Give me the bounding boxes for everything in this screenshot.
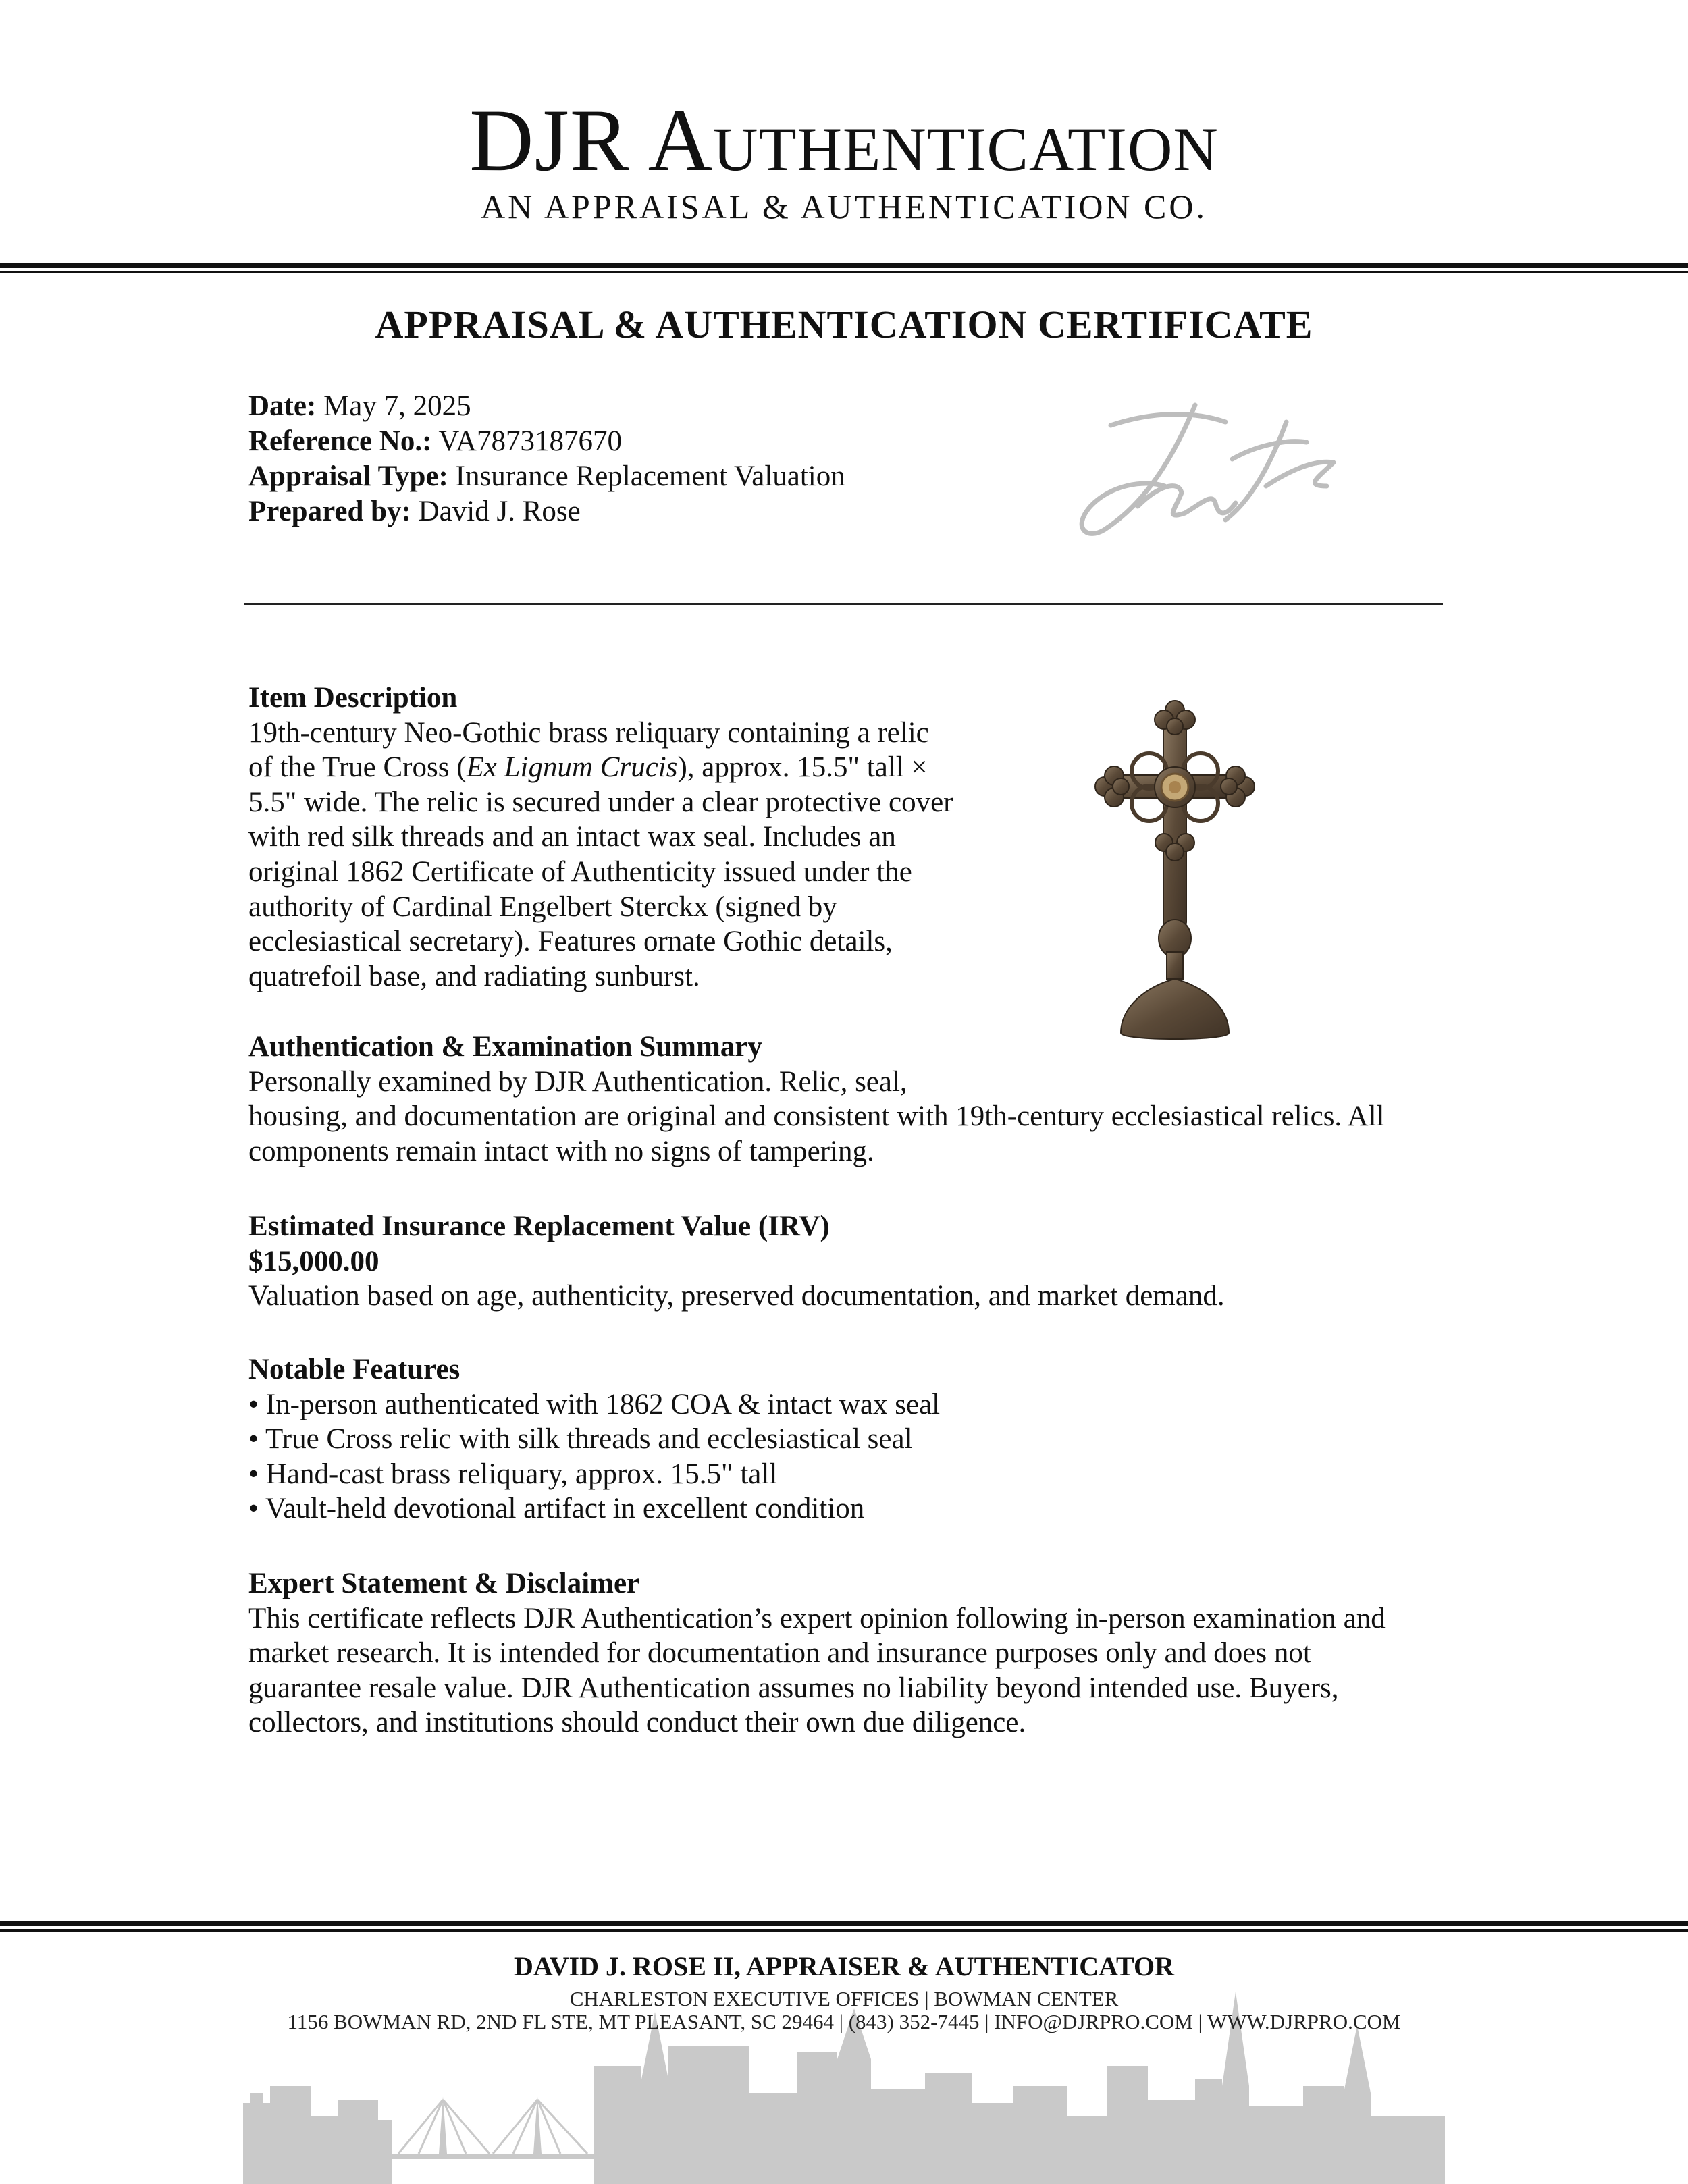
reference-row xyxy=(248,424,845,459)
item-description-line xyxy=(248,750,953,785)
item-description-line: 5.5" wide. The relic is secured under a clear protective cover xyxy=(248,786,953,818)
prepared-by-label: Prepared by: xyxy=(248,496,411,527)
item-description xyxy=(248,681,953,994)
item-description-latin: Ex Lignum Crucis xyxy=(466,751,678,784)
authentication-summary-line: housing, and documentation are original and consistent with 19th-century ecclesiastical relics. All xyxy=(248,1100,1385,1133)
header-rule-thick xyxy=(0,263,1688,268)
certificate-title: APPRAISAL & AUTHENTICATION CERTIFICATE xyxy=(375,302,1313,346)
disclaimer-line: guarantee resale value. DJR Authentication assumes no liability beyond intended use. Buyers, xyxy=(248,1672,1339,1704)
section-divider xyxy=(244,603,1443,605)
footer-office: CHARLESTON EXECUTIVE OFFICES | BOWMAN CENTER xyxy=(569,1987,1119,2010)
date-row xyxy=(248,389,845,424)
appraiser-signature xyxy=(1063,385,1347,554)
prepared-by-value: David J. Rose xyxy=(418,496,581,527)
disclaimer-line: market research. It is intended for documentation and insurance purposes only and does not xyxy=(248,1637,1311,1670)
certificate-meta xyxy=(248,389,845,529)
authentication-summary-heading: Authentication & Examination Summary xyxy=(248,1031,762,1063)
reliquary-image xyxy=(1094,695,1256,1046)
header-rule-thin xyxy=(0,271,1688,273)
item-description-line: original 1862 Certificate of Authenticity issued under the xyxy=(248,855,912,888)
feature-item: • In-person authenticated with 1862 COA & intact wax seal xyxy=(248,1388,941,1420)
disclaimer-line: collectors, and institutions should conduct their own due diligence. xyxy=(248,1707,1026,1739)
appraisal-type-label: Appraisal Type: xyxy=(248,460,448,492)
disclaimer-line: This certificate reflects DJR Authentication’s expert opinion following in-person examination and xyxy=(248,1602,1386,1634)
reference-value: VA7873187670 xyxy=(438,425,622,457)
item-description-heading: Item Description xyxy=(248,682,458,714)
footer-rule-thin xyxy=(0,1929,1688,1932)
appraisal-type-value: Insurance Replacement Valuation xyxy=(455,460,845,492)
notable-features-heading: Notable Features xyxy=(248,1354,460,1385)
feature-item: • True Cross relic with silk threads and ecclesiastical seal xyxy=(248,1423,913,1456)
notable-features xyxy=(248,1352,940,1526)
item-description-line: ecclesiastical secretary). Features ornate Gothic details, xyxy=(248,926,893,958)
brand-tagline: AN APPRAISAL & AUTHENTICATION CO. xyxy=(480,188,1208,225)
valuation-basis: Valuation based on age, authenticity, preserved documentation, and market demand. xyxy=(248,1280,1225,1312)
feature-item: • Hand-cast brass reliquary, approx. 15.5" tall xyxy=(248,1458,778,1490)
authentication-summary-line: Personally examined by DJR Authentication. Relic, seal, xyxy=(248,1065,907,1098)
item-description-line: authority of Cardinal Engelbert Sterckx (signed by xyxy=(248,890,837,923)
footer-appraiser-name: DAVID J. ROSE II, APPRAISER & AUTHENTICATOR xyxy=(514,1951,1174,1981)
feature-item: • Vault-held devotional artifact in excellent condition xyxy=(248,1493,865,1525)
footer-contact: 1156 BOWMAN RD, 2ND FL STE, MT PLEASANT, SC 29464 | (843) 352-7445 | INFO@DJRPRO.COM | WWW.DJRPRO.COM xyxy=(287,2010,1401,2033)
footer-rule-thick xyxy=(0,1921,1688,1926)
valuation-amount: $15,000.00 xyxy=(248,1245,379,1277)
authentication-summary-line: components remain intact with no signs of tampering. xyxy=(248,1135,874,1167)
disclaimer-section xyxy=(248,1566,1386,1740)
item-description-line: with red silk threads and an intact wax seal. Includes an xyxy=(248,821,896,853)
disclaimer-heading: Expert Statement & Disclaimer xyxy=(248,1568,640,1599)
date-value: May 7, 2025 xyxy=(323,390,471,422)
item-description-text: ), approx. 15.5" tall × xyxy=(677,751,928,784)
valuation-heading: Estimated Insurance Replacement Value (IRV) xyxy=(248,1210,830,1242)
authentication-summary xyxy=(248,1030,1385,1169)
brand-title: DJR Authentication xyxy=(469,90,1219,190)
reference-label: Reference No.: xyxy=(248,425,432,457)
item-description-line: 19th-century Neo-Gothic brass reliquary containing a relic xyxy=(248,716,929,749)
prepared-by-row xyxy=(248,494,845,529)
appraisal-type-row xyxy=(248,459,845,494)
date-label: Date: xyxy=(248,390,317,422)
valuation-section xyxy=(248,1209,1225,1314)
item-description-text: of the True Cross ( xyxy=(248,751,467,784)
item-description-line: quatrefoil base, and radiating sunburst. xyxy=(248,960,700,992)
